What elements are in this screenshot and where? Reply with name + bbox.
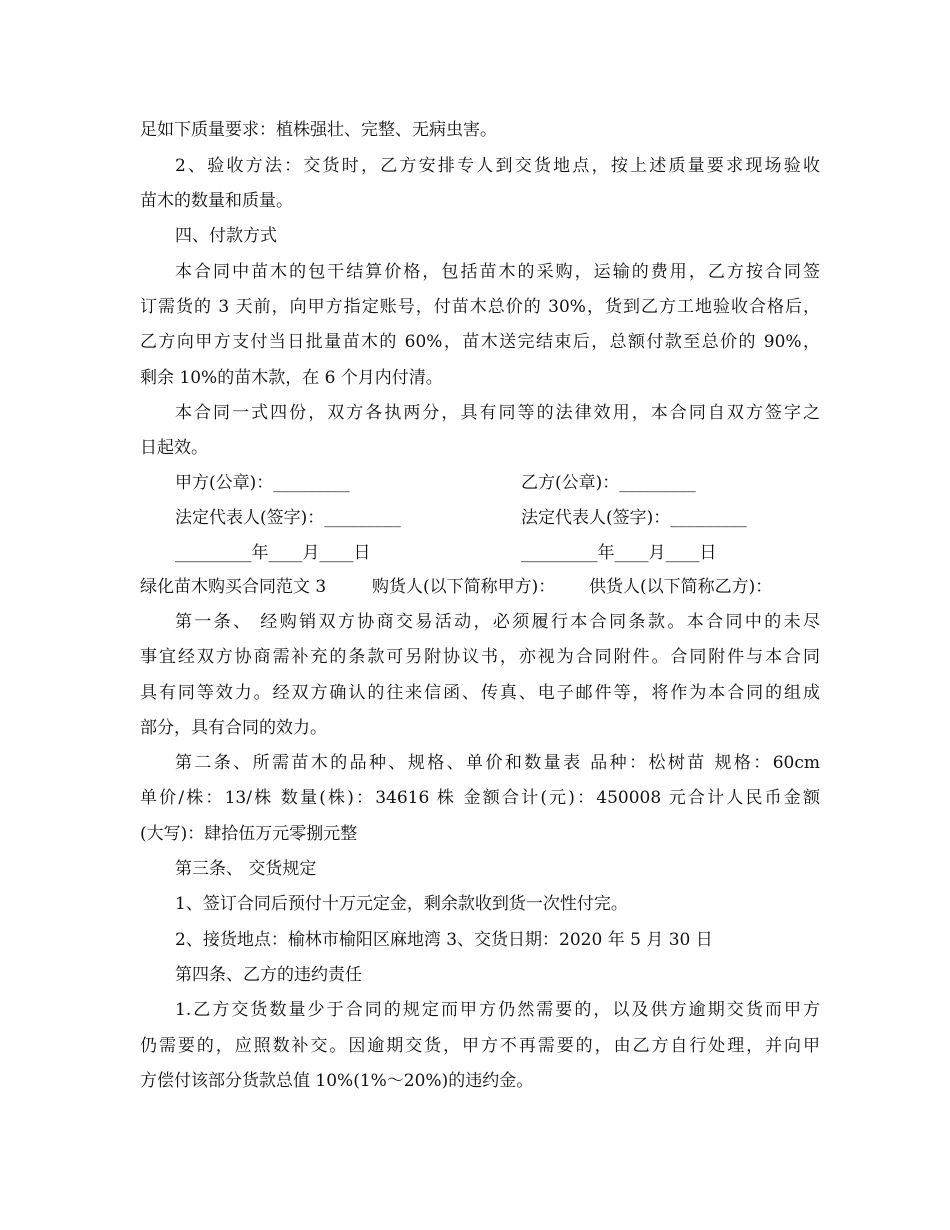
paragraph-line: 足如下质量要求：植株强壮、完整、无病虫害。 [140, 120, 497, 140]
paragraph-line: 2、验收方法：交货时，乙方安排专人到交货地点，按上述质量要求现场验收 [175, 156, 820, 176]
article-two-line: 第二条、所需苗木的品种、规格、单价和数量表 品种：松树苗 规格：60cm [175, 753, 820, 773]
paragraph-line: 苗木的数量和质量。 [140, 191, 293, 211]
party-b-date-field: _________年____月____日 [521, 543, 717, 563]
paragraph-line: 本合同中苗木的包干结算价格，包括苗木的采购，运输的费用，乙方按合同签 [175, 262, 820, 282]
paragraph-line: 乙方向甲方支付当日批量苗木的 60%，苗木送完结束后，总额付款至总价的 90%， [140, 332, 820, 352]
paragraph-line: 2、接货地点：榆林市榆阳区麻地湾 3、交货日期：2020 年 5 月 30 日 [175, 930, 713, 950]
seller-label: 供货人(以下简称乙方)： [589, 577, 773, 597]
paragraph-line: 事宜经双方协商需补充的条款可另附协议书，亦视为合同附件。合同附件与本合同 [140, 647, 820, 667]
paragraph-line: 订需货的 3 天前，向甲方指定账号，付苗木总价的 30%，货到乙方工地验收合格后， [140, 297, 820, 317]
party-b-seal-field: 乙方(公章)：_________ [521, 473, 696, 493]
contract-title: 绿化苗木购买合同范文 3 [140, 577, 327, 597]
paragraph-line: 1.乙方交货数量少于合同的规定而甲方仍然需要的，以及供方逾期交货而甲方 [175, 1000, 820, 1020]
paragraph-line: 部分，具有合同的效力。 [140, 718, 327, 738]
article-one-line: 第一条、 经购销双方协商交易活动，必须履行本合同条款。本合同中的未尽 [175, 612, 820, 632]
section-heading: 四、付款方式 [175, 226, 277, 246]
paragraph-line: 方偿付该部分货款总值 10%(1%～20%)的违约金。 [140, 1071, 534, 1091]
paragraph-line: 1、签订合同后预付十万元定金，剩余款收到货一次性付完。 [175, 894, 628, 914]
paragraph-line: 具有同等效力。经双方确认的往来信函、传真、电子邮件等，将作为本合同的组成 [140, 683, 820, 703]
party-b-representative-field: 法定代表人(签字)：_________ [521, 508, 747, 528]
paragraph-line: 日起效。 [140, 438, 208, 458]
paragraph-line: 本合同一式四份，双方各执两分，具有同等的法律效用，本合同自双方签字之 [175, 403, 820, 423]
buyer-label: 购货人(以下简称甲方)： [372, 577, 556, 597]
party-a-representative-field: 法定代表人(签字)：_________ [175, 508, 401, 528]
article-three-heading: 第三条、 交货规定 [175, 859, 317, 879]
paragraph-line: 仍需要的，应照数补交。因逾期交货，甲方不再需要的，由乙方自行处理，并向甲 [140, 1036, 820, 1056]
paragraph-line: (大写)：肆拾伍万元零捌元整 [140, 824, 358, 844]
paragraph-line: 剩余 10%的苗木款，在 6 个月内付清。 [140, 368, 443, 388]
party-a-date-field: _________年____月____日 [175, 543, 371, 563]
party-a-seal-field: 甲方(公章)：_________ [175, 473, 350, 493]
article-four-heading: 第四条、乙方的违约责任 [175, 965, 362, 985]
paragraph-line: 单价/株：13/株 数量(株)：34616 株 金额合计(元)：450008 元合计人民币金额 [140, 788, 820, 808]
